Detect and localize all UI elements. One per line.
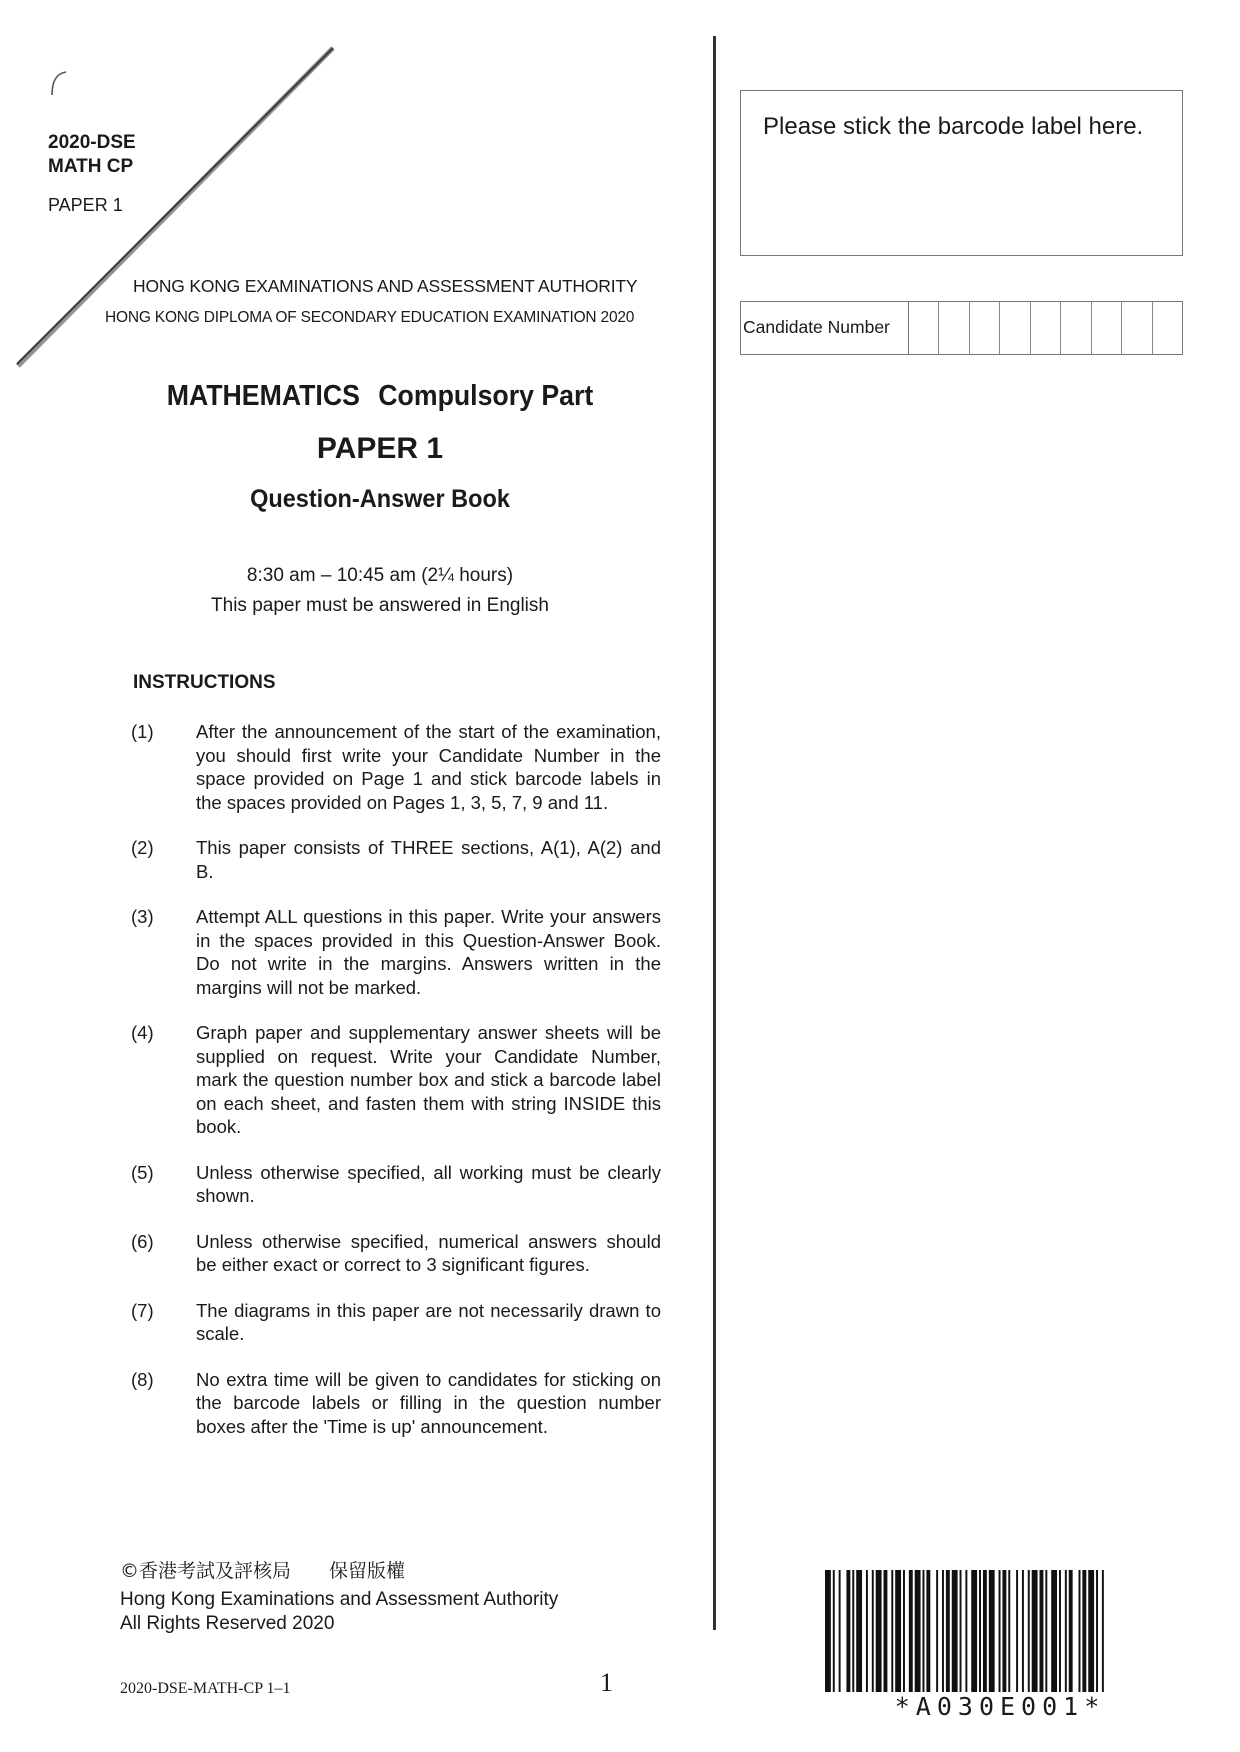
instruction-number: (2) xyxy=(131,837,154,858)
barcode-bar xyxy=(846,1570,850,1692)
barcode-bar xyxy=(926,1570,930,1692)
instruction-number: (6) xyxy=(131,1230,154,1252)
barcode-bar xyxy=(839,1570,841,1692)
footer-code: 2020-DSE-MATH-CP 1–1 xyxy=(120,1680,291,1697)
barcode-bar xyxy=(979,1570,981,1692)
paper-tag: PAPER 1 xyxy=(48,195,123,215)
instruction-number: (8) xyxy=(131,1368,154,1390)
instruction-item xyxy=(131,836,671,883)
exam-name: HONG KONG DIPLOMA OF SECONDARY EDUCATION EXAMINATION 2020 xyxy=(105,309,635,326)
instruction-number: (5) xyxy=(131,1161,154,1183)
barcode-bar xyxy=(989,1570,995,1692)
instruction-item xyxy=(131,1230,671,1277)
candidate-number-cells xyxy=(909,302,1182,354)
barcode-bars xyxy=(825,1570,1175,1692)
barcode-bar xyxy=(952,1570,958,1692)
instruction-text: This paper consists of THREE sections, A(1), A(2) and B. xyxy=(196,837,661,882)
candidate-number-field xyxy=(740,301,1183,355)
barcode-text: *A030E001* xyxy=(894,1692,1106,1721)
barcode-bar xyxy=(856,1570,862,1692)
instruction-text: Unless otherwise specified, numerical answers should be either exact or correct to 3 significant figures. xyxy=(196,1230,661,1275)
barcode-bar xyxy=(1028,1570,1030,1692)
exam-code: 2020-DSE xyxy=(48,132,136,153)
instruction-text: Attempt ALL questions in this paper. Write your answers in the spaces provided in this Question-Answer Book. Do not write in the margins. Answers written in the margins will not be marked. xyxy=(196,906,661,998)
instruction-item xyxy=(131,1161,671,1208)
authority-name: HONG KONG EXAMINATIONS AND ASSESSMENT AUTHORITY xyxy=(133,276,638,296)
candidate-number-label: Candidate Number xyxy=(741,302,909,354)
barcode-bar xyxy=(999,1570,1001,1692)
candidate-digit-box xyxy=(1061,302,1091,354)
barcode-label-box xyxy=(740,90,1183,256)
exam-time: 8:30 am – 10:45 am (2¼ hours) xyxy=(246,565,514,586)
barcode-bar xyxy=(891,1570,893,1692)
barcode-bar xyxy=(1096,1570,1098,1692)
barcode-bar xyxy=(895,1570,901,1692)
copyright-chinese: ©香港考試及評核局 保留版權 xyxy=(120,1560,406,1582)
candidate-digit-box xyxy=(970,302,1000,354)
instruction-number: (3) xyxy=(131,906,154,927)
barcode-bar xyxy=(1002,1570,1006,1692)
barcode-bar xyxy=(942,1570,944,1692)
barcode-bar xyxy=(960,1570,962,1692)
copyright-holder: Hong Kong Examinations and Assessment Authority xyxy=(120,1589,559,1610)
paper-title xyxy=(122,380,637,413)
barcode-bar xyxy=(1088,1570,1094,1692)
candidate-digit-box xyxy=(1092,302,1122,354)
barcode-bar xyxy=(965,1570,967,1692)
instruction-number: (7) xyxy=(131,1299,154,1321)
margin-rule xyxy=(713,36,716,1630)
page-number: 1 xyxy=(600,1668,613,1697)
candidate-digit-box xyxy=(1122,302,1152,354)
barcode-bar xyxy=(1069,1570,1073,1692)
barcode-bar xyxy=(1059,1570,1061,1692)
candidate-digit-box xyxy=(939,302,969,354)
barcode-bar xyxy=(1051,1570,1057,1692)
barcode-bar xyxy=(983,1570,987,1692)
barcode-bar xyxy=(1082,1570,1086,1692)
barcode-bar xyxy=(1040,1570,1044,1692)
barcode-bar xyxy=(1032,1570,1038,1692)
instruction-text: The diagrams in this paper are not necessarily drawn to scale. xyxy=(196,1299,661,1344)
instruction-item xyxy=(131,720,671,814)
paper-number: PAPER 1 xyxy=(316,432,444,465)
barcode-bar xyxy=(946,1570,950,1692)
barcode-bar xyxy=(971,1570,977,1692)
barcode-bar xyxy=(825,1570,831,1692)
instruction-item xyxy=(131,1299,671,1346)
instruction-item xyxy=(131,1021,671,1139)
copyright-rights: All Rights Reserved 2020 xyxy=(120,1613,335,1634)
barcode-bar xyxy=(884,1570,888,1692)
subject-title: MATHEMATICS xyxy=(166,380,360,412)
barcode-bar xyxy=(1102,1570,1104,1692)
barcode-bar xyxy=(1022,1570,1024,1692)
candidate-digit-box xyxy=(909,302,939,354)
barcode-bar xyxy=(1079,1570,1081,1692)
barcode-bar xyxy=(1065,1570,1067,1692)
barcode-instruction: Please stick the barcode label here. xyxy=(763,113,1144,140)
instruction-text: Graph paper and supplementary answer sheets will be supplied on request. Write your Candidate Number, mark the question number box and stick a barcode label on each sheet, and fasten them with string INSIDE this book. xyxy=(196,1022,661,1137)
barcode-bar xyxy=(833,1570,835,1692)
candidate-digit-box xyxy=(1000,302,1030,354)
barcode-bar xyxy=(872,1570,874,1692)
instructions-list xyxy=(131,720,671,1460)
barcode-bar xyxy=(866,1570,868,1692)
instructions-heading: INSTRUCTIONS xyxy=(133,672,276,693)
barcode-bar xyxy=(1045,1570,1047,1692)
instruction-text: No extra time will be given to candidates for sticking on the barcode labels or filling in the question number boxes after the 'Time is up' announcement. xyxy=(196,1368,661,1437)
instruction-number: (1) xyxy=(131,721,154,742)
barcode-bar xyxy=(915,1570,921,1692)
language-note: This paper must be answered in English xyxy=(211,595,549,616)
barcode-bar xyxy=(903,1570,905,1692)
subject-code: MATH CP xyxy=(48,156,134,177)
candidate-digit-box xyxy=(1031,302,1061,354)
part-title: Compulsory Part xyxy=(378,380,594,412)
instruction-item xyxy=(131,1368,671,1439)
instruction-number: (4) xyxy=(131,1022,154,1043)
barcode-bar xyxy=(876,1570,882,1692)
book-title: Question-Answer Book xyxy=(250,485,510,513)
barcode-bar xyxy=(936,1570,938,1692)
barcode-bar xyxy=(1008,1570,1010,1692)
instruction-text: Unless otherwise specified, all working must be clearly shown. xyxy=(196,1161,661,1206)
barcode-bar xyxy=(923,1570,925,1692)
barcode-bar xyxy=(909,1570,913,1692)
instruction-text: After the announcement of the start of the examination, you should first write your Candidate Number in the space provided on Page 1 and stick barcode labels in the spaces provided on Pages 1, 3, 5, 7, 9 and 11. xyxy=(196,721,661,813)
barcode-bar xyxy=(852,1570,854,1692)
candidate-digit-box xyxy=(1153,302,1182,354)
instruction-item xyxy=(131,905,671,999)
barcode-bar xyxy=(1016,1570,1018,1692)
